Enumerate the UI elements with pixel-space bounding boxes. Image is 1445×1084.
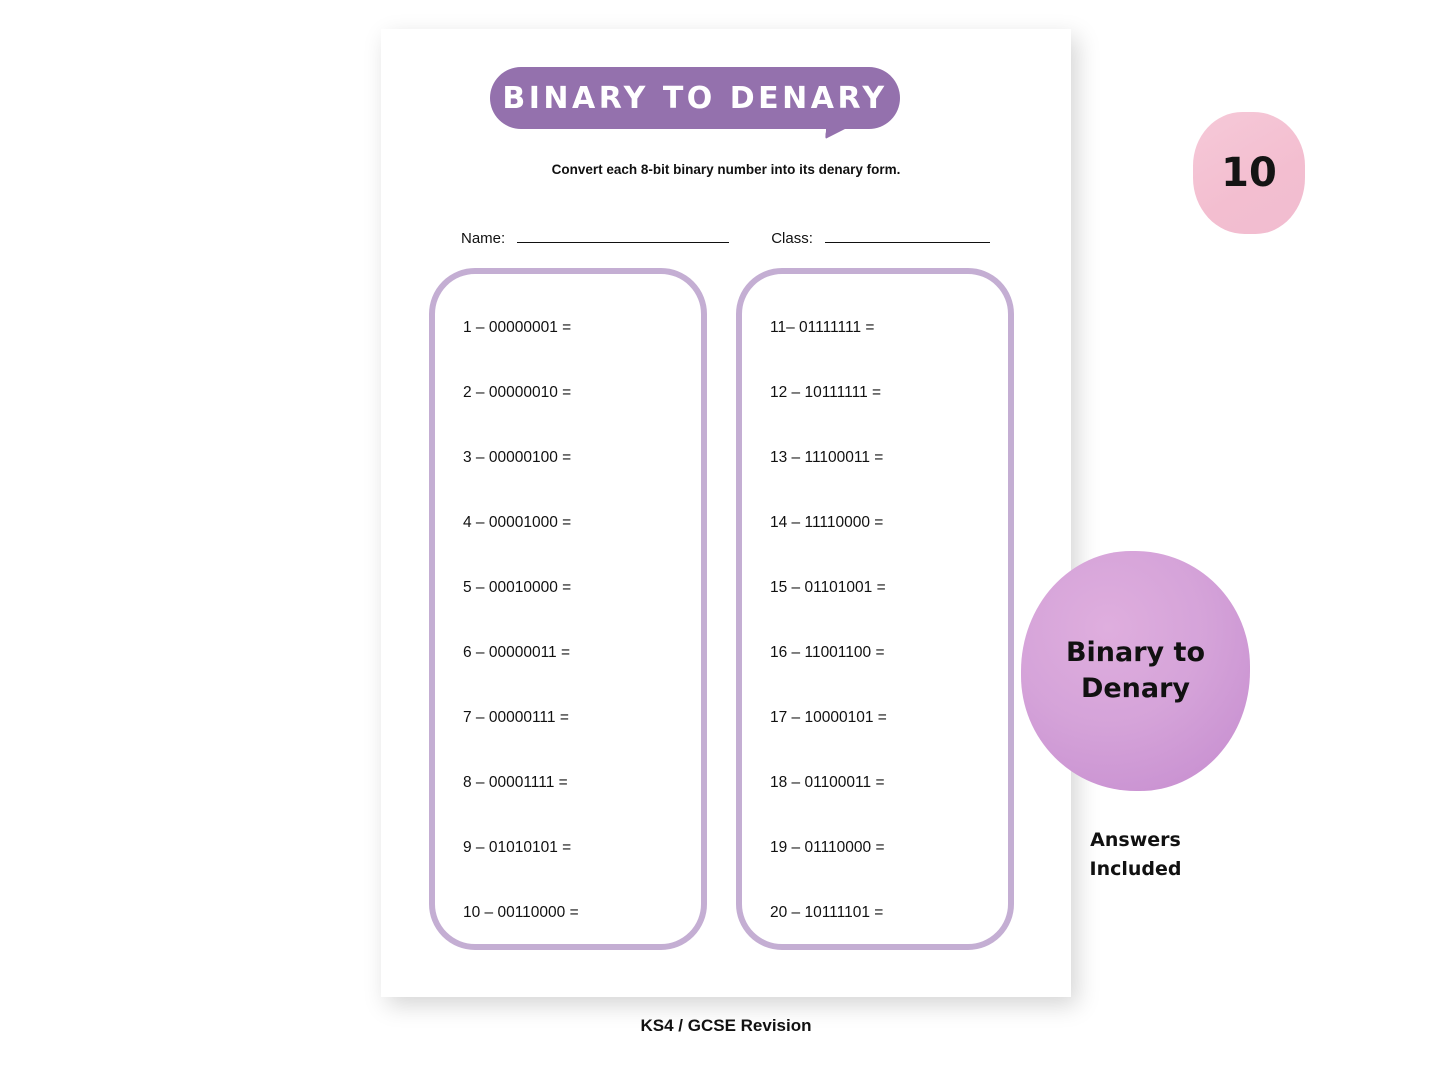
question-item: 7 – 00000111 = (463, 709, 569, 726)
question-item: 10 – 00110000 = (463, 904, 579, 921)
page-title: BINARY TO DENARY (502, 80, 888, 116)
count-badge-number: 10 (1221, 150, 1277, 196)
question-item: 6 – 00000011 = (463, 644, 571, 661)
class-input-line[interactable] (825, 227, 990, 243)
question-item: 16 – 11001100 = (770, 644, 885, 661)
topic-badge-line-1: Binary to (1065, 636, 1206, 668)
question-item: 19 – 01110000 = (770, 839, 885, 856)
question-item: 11– 01111111 = (770, 319, 875, 336)
instruction-text: Convert each 8-bit binary number into its denary form. (551, 162, 901, 177)
question-item: 3 – 00000100 = (463, 449, 572, 466)
question-item: 18 – 01100011 = (770, 774, 885, 791)
topic-badge (1021, 551, 1250, 791)
question-item: 2 – 00000010 = (463, 384, 572, 401)
class-label: Class: (771, 230, 813, 247)
worksheet-page (381, 29, 1071, 997)
name-class-row (381, 227, 1071, 247)
footer-caption: KS4 / GCSE Revision (640, 1016, 812, 1035)
question-column-right (736, 268, 1014, 950)
question-item: 5 – 00010000 = (463, 579, 572, 596)
name-input-line[interactable] (517, 227, 729, 243)
answers-included-note (1021, 826, 1250, 883)
name-label: Name: (461, 230, 506, 247)
question-item: 13 – 11100011 = (770, 449, 884, 466)
question-item: 4 – 00001000 = (463, 514, 572, 531)
answers-note-line-2: Included (1089, 857, 1182, 880)
question-item: 9 – 01010101 = (463, 839, 572, 856)
answers-note-line-1: Answers (1090, 829, 1181, 851)
question-item: 12 – 10111111 = (770, 384, 882, 401)
count-badge (1193, 112, 1305, 234)
question-item: 17 – 10000101 = (770, 709, 887, 726)
question-item: 8 – 00001111 = (463, 774, 568, 791)
title-banner-group (490, 67, 960, 177)
question-item: 20 – 10111101 = (770, 904, 884, 921)
title-banner (490, 67, 900, 129)
topic-badge-line-2: Denary (1080, 673, 1191, 704)
question-column-left (429, 268, 707, 950)
question-item: 14 – 11110000 = (770, 514, 884, 531)
question-item: 1 – 00000001 = (463, 319, 572, 336)
question-item: 15 – 01101001 = (770, 579, 886, 596)
